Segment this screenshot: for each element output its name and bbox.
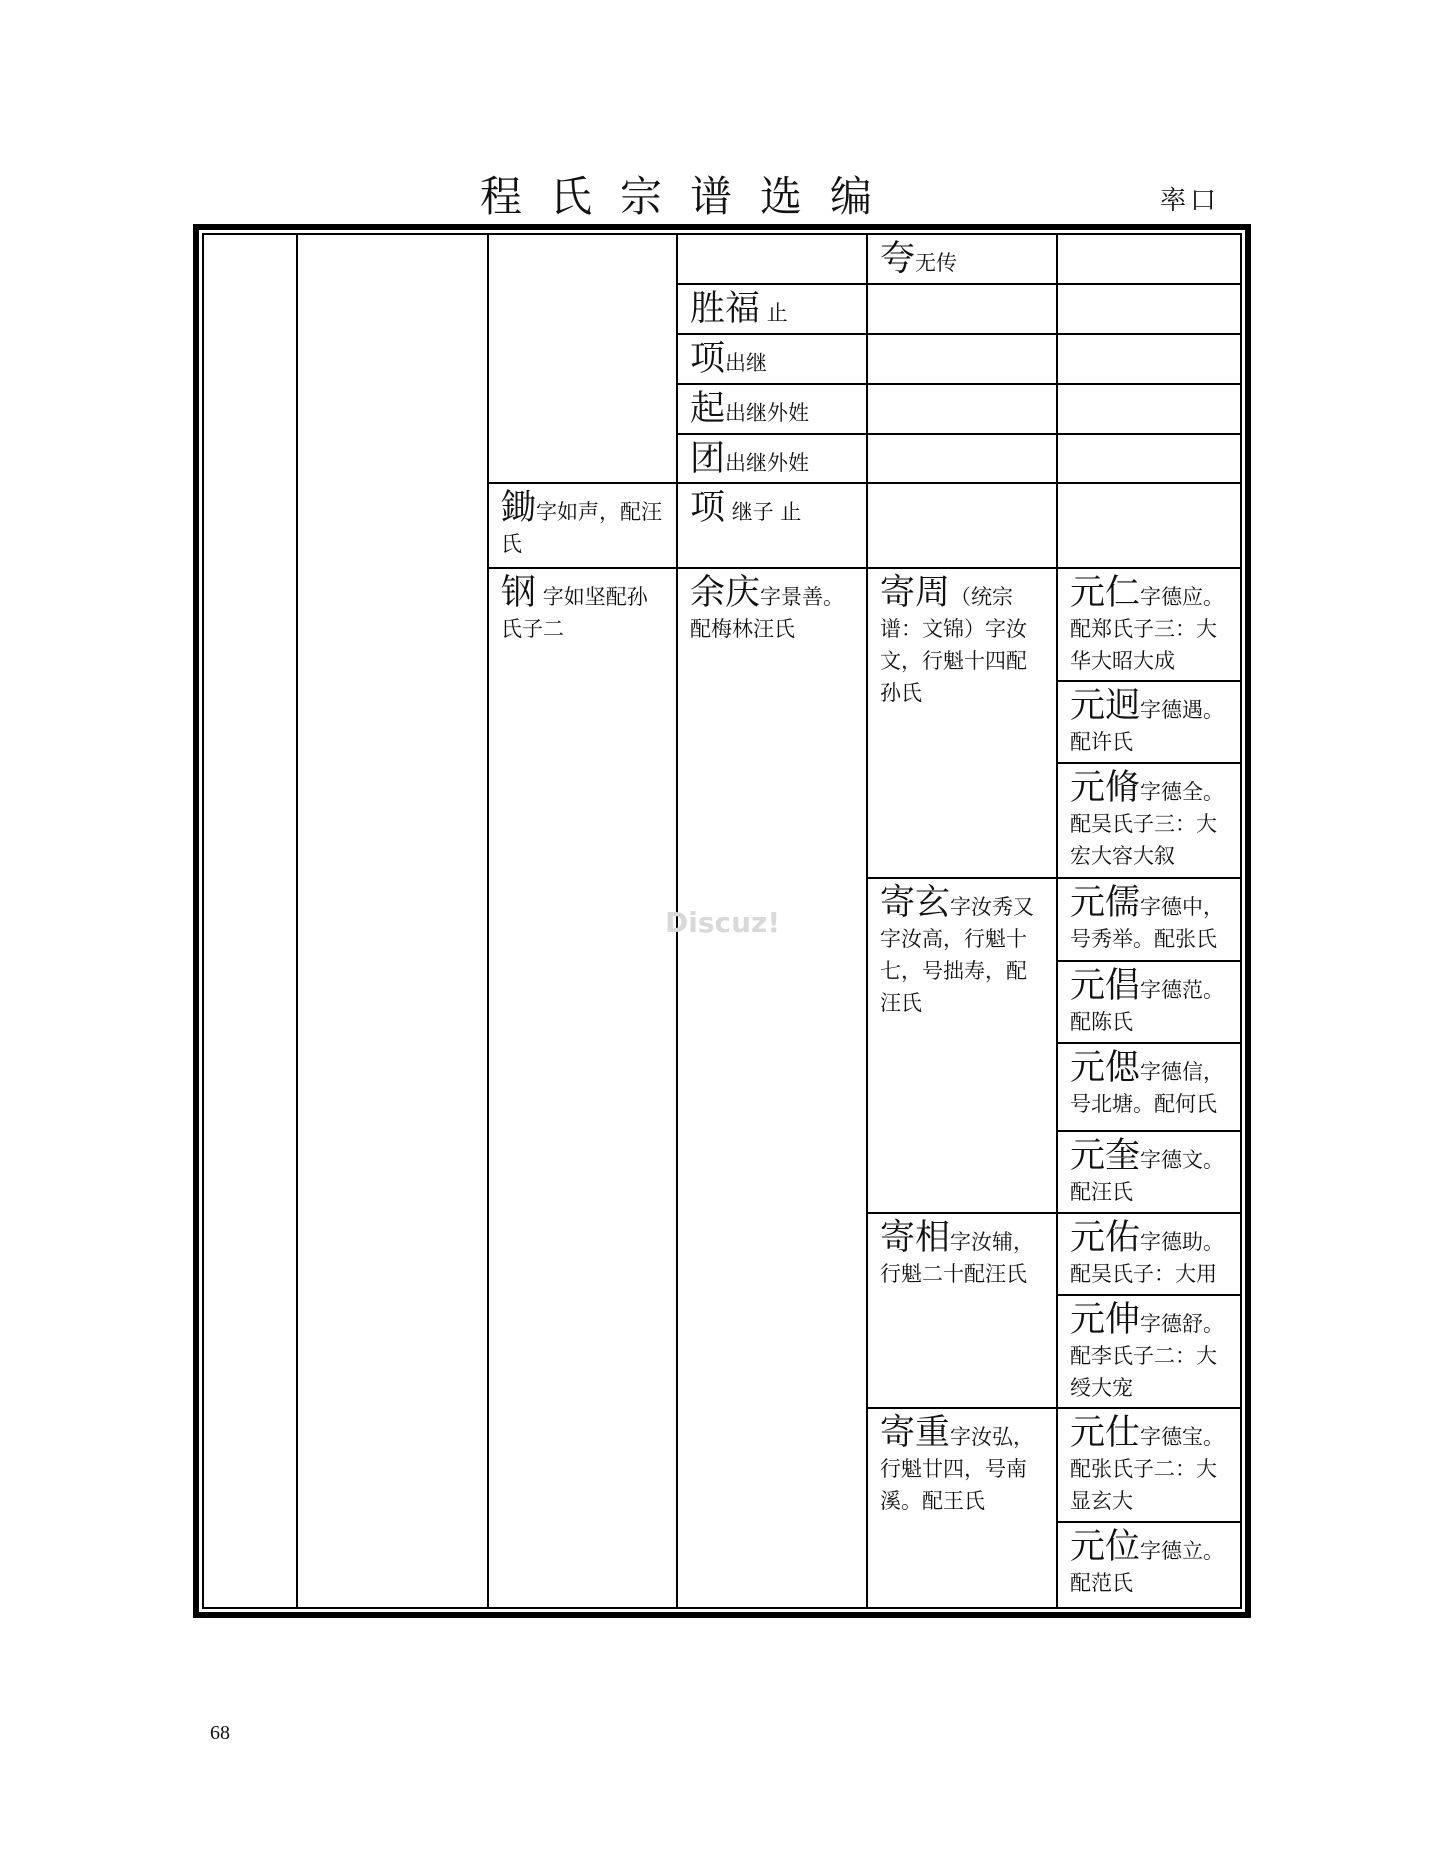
- person-name: 元位: [1070, 1527, 1141, 1567]
- row-divider: [866, 283, 1058, 285]
- person-note: 字景善。配梅林汪氏: [690, 585, 845, 641]
- person-name: 寄相: [880, 1218, 951, 1258]
- genealogy-entry: [1058, 569, 1242, 680]
- person-name: 胜福: [690, 289, 761, 329]
- person-name: 项: [690, 339, 726, 379]
- person-name: 元儒: [1070, 883, 1141, 923]
- row-divider: [866, 482, 1058, 484]
- column-divider: [487, 233, 489, 1609]
- person-name: 鋤: [501, 488, 537, 528]
- genealogy-entry: [868, 569, 1056, 877]
- row-divider: [866, 383, 1058, 385]
- place-name: 率口: [1160, 186, 1221, 216]
- genealogy-entry: [678, 335, 866, 383]
- genealogy-entry: [1058, 1523, 1242, 1607]
- genealogy-entry: [489, 569, 676, 769]
- genealogy-entry: [678, 435, 866, 482]
- person-note: 字如坚配孙氏子二: [501, 585, 648, 641]
- person-name: 团: [690, 439, 726, 479]
- person-name: 元脩: [1070, 768, 1141, 808]
- person-note: 字德文。配汪氏: [1070, 1148, 1225, 1204]
- person-name: 起: [690, 389, 726, 429]
- person-note: 止: [766, 301, 788, 325]
- genealogy-entry: [1058, 764, 1242, 877]
- row-divider: [1056, 383, 1242, 385]
- genealogy-entry: [868, 1409, 1056, 1607]
- genealogy-entry: [678, 285, 866, 333]
- genealogy-entry: [678, 385, 866, 433]
- genealogy-entry: [1058, 879, 1242, 960]
- person-note: 字汝秀又字汝高，行魁十七，号拙寿，配汪氏: [880, 895, 1035, 1015]
- person-note: 出继外姓: [725, 451, 810, 475]
- page-title: 程氏宗谱选编: [480, 172, 901, 221]
- genealogy-entry: [1058, 1214, 1242, 1294]
- person-name: 余庆: [690, 573, 761, 613]
- person-name: 项: [690, 488, 726, 528]
- row-divider: [1056, 433, 1242, 435]
- person-note: 字德全。配吴氏子三：大宏大容大叙: [1070, 780, 1225, 868]
- person-note: 字德中，号秀举。配张氏: [1070, 895, 1225, 951]
- person-note: 字汝弘，行魁廿四，号南溪。配王氏: [880, 1425, 1035, 1513]
- person-name: 夸: [880, 239, 916, 279]
- person-name: 钢: [501, 573, 537, 613]
- person-name: 寄周: [880, 573, 951, 613]
- person-name: 元仕: [1070, 1413, 1141, 1453]
- person-note: 字汝辅，行魁二十配汪氏: [880, 1230, 1035, 1286]
- person-note: 字德舒。配李氏子二：大绶大宠: [1070, 1312, 1225, 1400]
- genealogy-entry: [1058, 1296, 1242, 1407]
- person-note: 字德立。配范氏: [1070, 1539, 1225, 1595]
- row-divider: [866, 333, 1058, 335]
- genealogy-entry: [1058, 962, 1242, 1042]
- person-name: 元伸: [1070, 1300, 1141, 1340]
- person-note: 字德遇。配许氏: [1070, 698, 1225, 754]
- person-name: 元偲: [1070, 1048, 1141, 1088]
- genealogy-entry: [489, 484, 676, 567]
- person-name: 元仁: [1070, 573, 1141, 613]
- person-name: 元倡: [1070, 966, 1141, 1006]
- column-divider: [296, 233, 298, 1609]
- genealogy-entry: [1058, 1409, 1242, 1521]
- genealogy-entry: [868, 879, 1056, 1212]
- person-note: 字德范。配陈氏: [1070, 978, 1225, 1034]
- person-name: 元佑: [1070, 1218, 1141, 1258]
- person-note: （统宗谱：文锦）字汝文，行魁十四配孙氏: [880, 585, 1027, 705]
- genealogy-entry: [1058, 682, 1242, 762]
- genealogy-entry: [678, 569, 866, 769]
- person-note: 字德应。配郑氏子三：大华大昭大成: [1070, 585, 1225, 673]
- row-divider: [1056, 482, 1242, 484]
- genealogy-entry: [1058, 1132, 1242, 1212]
- page-number: 68: [210, 1722, 230, 1744]
- person-note: 出继: [725, 351, 768, 375]
- person-note: 继子 止: [731, 500, 802, 524]
- row-divider: [1056, 283, 1242, 285]
- watermark: Discuz!: [665, 906, 781, 939]
- person-note: 字如声，配汪氏: [501, 500, 663, 556]
- person-name: 寄玄: [880, 883, 951, 923]
- row-divider: [866, 433, 1058, 435]
- genealogy-entry: [678, 484, 866, 567]
- person-note: 出继外姓: [725, 401, 810, 425]
- person-note: 字德信，号北塘。配何氏: [1070, 1060, 1225, 1116]
- person-note: 字德宝。配张氏子二：大显玄大: [1070, 1425, 1225, 1513]
- person-note: 字德助。配吴氏子：大用: [1070, 1230, 1225, 1286]
- person-name: 元奎: [1070, 1136, 1141, 1176]
- genealogy-entry: [1058, 1044, 1242, 1130]
- person-name: 寄重: [880, 1413, 951, 1453]
- person-name: 元迥: [1070, 686, 1141, 726]
- person-note: 无传: [915, 251, 958, 275]
- genealogy-entry: [868, 1214, 1056, 1407]
- genealogy-entry: [868, 235, 1056, 283]
- row-divider: [1056, 333, 1242, 335]
